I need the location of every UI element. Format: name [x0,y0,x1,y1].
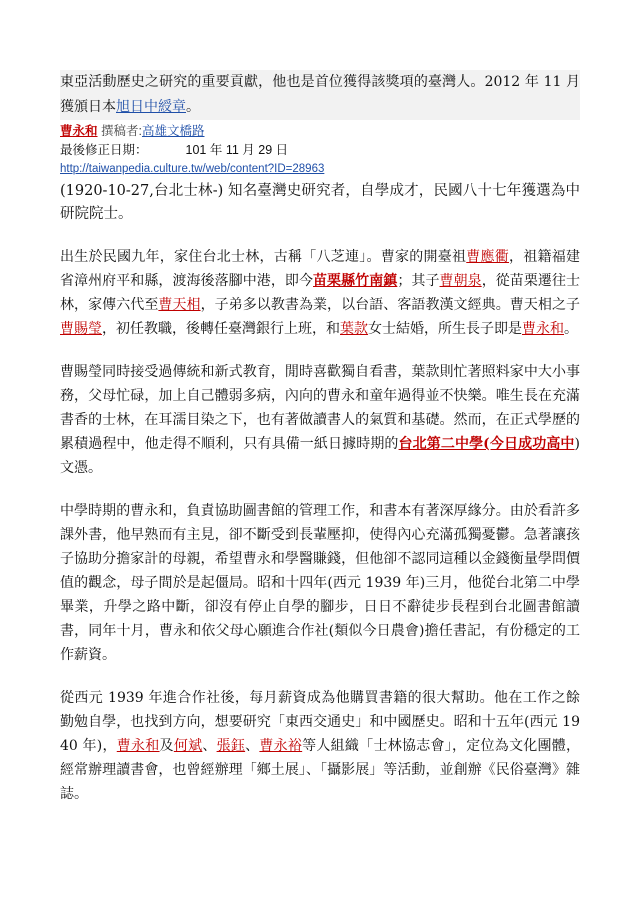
text-segment: 、 [202,738,217,754]
person-link[interactable]: 曹天相 [158,297,201,313]
person-link[interactable]: 張鈺 [216,738,246,754]
text-segment: ；其子 [397,273,440,289]
person-link[interactable]: 葉款 [340,321,368,337]
text-segment: ，初任教職，後轉任臺灣銀行上班，和 [102,321,340,337]
writer-link[interactable]: 高雄文橋路 [141,124,205,138]
person-link[interactable]: 曹永和 [116,738,160,754]
text-segment: 女士結婚，所生長子即是 [368,321,522,337]
text-segment: 出生於民國九年，家住台北士林，古稱「八芝連」。曹家的開臺祖 [60,249,467,265]
text-segment: )文憑。 [60,436,581,476]
youth-paragraph: 中學時期的曹永和，負責協助圖書館的管理工作，和書本有著深厚緣分。由於看許多課外書，他早熟而有主見，卻不斷受到長輩壓抑，使得內心充滿孤獨憂鬱。急著讓孩子協助分擔家計的母親，希望曹永和學醫賺錢，但他卻不認同這種以金錢衡量學問價值的觀念，母子間於是起僵局。昭和十四年(西元 1939 年)三月，他從台北第二中學畢業，升學之路中斷，卻沒有停止自學的腳步，日日不辭徒步長程到台北圖書館讀書，同年十月，曹永和依父母心願進合作社(類似今日農會)擔任書記，有份穩定的工作薪資。 [60,503,580,663]
text-segment: ，祖籍福建省漳州府平和縣，渡海後落腳中港，即今 [60,249,580,289]
modified-date: 101 年 11 月 29 日 [185,143,289,157]
award-link[interactable]: 旭日中綬章 [116,99,186,115]
education-paragraph [60,360,580,480]
text-segment: 。 [564,321,578,337]
text-segment: 等人組織「士林協志會」，定位為文化團體，經常辦理讀書會，也曾經辦理「鄉土展」、「攝影展」等活動，並創辦《民俗臺灣》雜誌。 [60,738,581,802]
text-segment: ，從苗栗遷往士林，家傳六代至 [60,273,581,313]
career-paragraph [60,686,580,806]
birth-paragraph [60,245,580,341]
text-segment: 、 [245,738,260,754]
modified-label: 最後修正日期： [60,143,148,157]
text-segment: 從西元 1939 年進合作社後，每月薪資成為他購買書籍的很大幫助。他在工作之餘勤勉自學，也找到方向，想要研究「東西交通史」和中國歷史。昭和十五年(西元 1940 年)， [60,690,580,754]
person-link[interactable]: 曹應衢 [466,249,509,265]
text-segment: ，子弟多以教書為業，以台語、客語教漢文經典。曹天相之子 [200,297,581,313]
intro-paragraph [60,70,580,120]
source-url[interactable]: http://taiwanpedia.culture.tw/web/content?ID=28963 [60,163,325,175]
document-page [60,70,580,806]
school-link[interactable]: 台北第二中學(今日成功高中 [398,436,575,452]
summary-paragraph: (1920-10-27,台北士林-) 知名臺灣史研究者，自學成才，民國八十七年獲選為中研院院士。 [60,183,580,222]
modified-line [60,141,580,160]
person-link[interactable]: 曹永裕 [259,738,303,754]
person-link[interactable]: 何斌 [173,738,203,754]
text-segment: 曹賜瑩同時接受過傳統和新式教育，閒時喜歡獨自看書，葉款則忙著照料家中大小事務，父母忙碌，加上自己體弱多病，內向的曹永和童年過得並不快樂。唯生長在充滿書香的士林，在耳濡目染之下，也有著做讀書人的氣質和基礎。然而，在正式學歷的累積過程中，他走得不順利，只有具備一紙日據時期的 [60,364,580,452]
person-link[interactable]: 曹永和 [522,321,564,337]
intro-text: 東亞活動歷史之研究的重要貢獻，他也是首位獲得該獎項的臺灣人。2012 年 11 月獲頒日本 [60,74,580,115]
author-line [60,122,580,141]
person-link[interactable]: 曹賜瑩 [60,321,102,337]
author-name[interactable]: 曹永和 [60,124,98,138]
place-link[interactable]: 苗栗縣竹南鎮 [313,273,398,289]
byline-label: 撰稿者: [97,124,142,138]
person-link[interactable]: 曹朝泉 [439,273,482,289]
text-segment: 及 [159,738,174,754]
intro-end: 。 [186,99,200,115]
